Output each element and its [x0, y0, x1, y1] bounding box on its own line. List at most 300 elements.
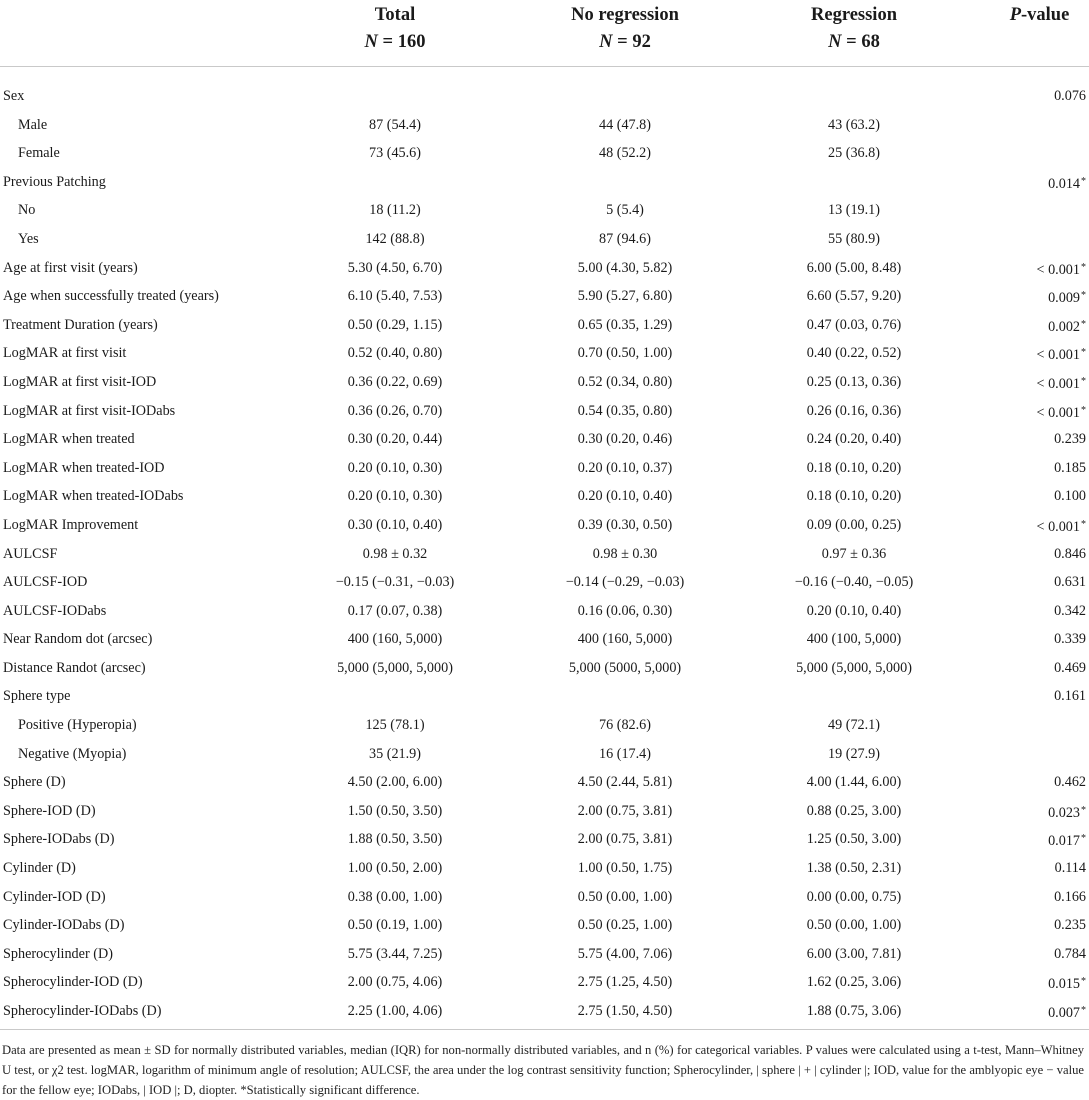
cell-no-regression — [495, 454, 755, 483]
row-label — [3, 825, 115, 854]
table-row — [0, 911, 1089, 940]
row-label-text: Spherocylinder-IOD (D) — [3, 974, 143, 991]
cell-no-regression — [495, 797, 755, 826]
row-label — [18, 111, 47, 140]
cell-total — [265, 540, 525, 569]
row-label — [3, 797, 96, 826]
cell-total — [265, 911, 525, 940]
cell-no-regression-text: 2.00 (0.75, 3.81) — [577, 802, 673, 819]
cell-regression-text: 0.09 (0.00, 0.25) — [806, 516, 902, 533]
cell-p-value — [1054, 883, 1086, 912]
cell-total — [265, 768, 525, 797]
row-label-text: LogMAR at first visit — [3, 345, 127, 362]
cell-regression — [724, 339, 984, 368]
cell-regression — [724, 797, 984, 826]
cell-p-value — [1054, 568, 1086, 597]
cell-p-value — [1054, 654, 1086, 683]
table-row — [0, 368, 1089, 397]
cell-p-value-text: 0.339 — [1054, 631, 1086, 648]
cell-total — [265, 625, 525, 654]
cell-regression — [724, 540, 984, 569]
cell-no-regression-text: −0.14 (−0.29, −0.03) — [565, 574, 685, 591]
cell-no-regression-text: 0.20 (0.10, 0.37) — [577, 459, 673, 476]
cell-no-regression — [495, 425, 755, 454]
cell-total — [265, 711, 525, 740]
cell-total-text: −0.15 (−0.31, −0.03) — [335, 574, 455, 591]
cell-p-value — [1054, 425, 1086, 454]
significance-marker: * — [1081, 518, 1086, 530]
table-row — [0, 311, 1089, 340]
table-row — [0, 597, 1089, 626]
cell-p-value — [1054, 82, 1086, 111]
row-label-text: LogMAR when treated-IODabs — [3, 488, 184, 505]
cell-p-value-text: 0.185 — [1054, 459, 1086, 476]
cell-no-regression — [495, 254, 755, 283]
cell-p-value — [1048, 311, 1086, 342]
cell-no-regression — [495, 711, 755, 740]
row-label — [3, 682, 70, 711]
header-regression-n-symbol: N — [828, 32, 842, 52]
row-label — [3, 482, 183, 511]
cell-total-text: 87 (54.4) — [368, 116, 421, 133]
cell-total-text: 0.50 (0.19, 1.00) — [347, 917, 443, 934]
table-row — [0, 482, 1089, 511]
header-regression-n-value: = 68 — [841, 32, 880, 52]
row-label — [18, 225, 39, 254]
row-label-text: LogMAR at first visit-IODabs — [3, 402, 176, 419]
cell-no-regression — [495, 196, 755, 225]
cell-regression — [724, 568, 984, 597]
row-label — [3, 397, 175, 426]
row-label — [3, 425, 135, 454]
significance-marker: * — [1081, 290, 1086, 302]
table-row — [0, 968, 1089, 997]
cell-no-regression-text: 1.00 (0.50, 1.75) — [577, 860, 673, 877]
cell-no-regression — [495, 111, 755, 140]
cell-total-text: 35 (21.9) — [368, 745, 421, 762]
row-label-text: Cylinder (D) — [3, 860, 76, 877]
cell-no-regression — [495, 397, 755, 426]
row-label-text: Spherocylinder-IODabs (D) — [3, 1003, 162, 1019]
cell-p-value-text: 0.100 — [1054, 488, 1086, 505]
cell-total — [265, 511, 525, 540]
table-row — [0, 940, 1089, 969]
cell-regression — [724, 368, 984, 397]
significance-marker: * — [1081, 404, 1086, 416]
cell-p-value — [1037, 511, 1086, 542]
header-p-symbol: P — [1009, 5, 1021, 25]
cell-p-value-text: 0.076 — [1054, 88, 1086, 104]
cell-p-value — [1037, 254, 1086, 285]
cell-no-regression — [495, 654, 755, 683]
cell-total-text: 5.30 (4.50, 6.70) — [347, 259, 443, 276]
row-label — [3, 540, 57, 569]
row-label — [3, 940, 113, 969]
row-label-text: LogMAR at first visit-IOD — [3, 373, 157, 390]
cell-regression — [724, 768, 984, 797]
cell-regression — [724, 625, 984, 654]
cell-regression-text: 400 (100, 5,000) — [806, 631, 902, 648]
row-label — [3, 311, 158, 340]
cell-total-text: 0.98 ± 0.32 — [362, 545, 428, 562]
cell-regression — [724, 883, 984, 912]
cell-no-regression-text: 5 (5.4) — [606, 202, 644, 219]
table-row — [0, 797, 1089, 826]
header-no-regression — [529, 2, 721, 56]
row-label-text: LogMAR when treated-IOD — [3, 459, 165, 476]
cell-p-value — [1048, 168, 1086, 199]
cell-p-value-text: 0.007 — [1048, 1005, 1080, 1021]
row-label — [3, 568, 87, 597]
cell-no-regression — [495, 311, 755, 340]
cell-total-text: 0.50 (0.29, 1.15) — [347, 316, 443, 333]
row-label — [18, 711, 137, 740]
cell-regression-text: 0.24 (0.20, 0.40) — [806, 431, 902, 448]
row-label — [3, 911, 124, 940]
cell-total-text: 1.00 (0.50, 2.00) — [347, 860, 443, 877]
header-total-n-symbol: N — [364, 32, 378, 52]
row-label — [3, 768, 66, 797]
cell-total — [265, 311, 525, 340]
footnote-divider — [0, 1029, 1089, 1030]
cell-no-regression — [495, 482, 755, 511]
cell-total — [265, 740, 525, 769]
cell-no-regression-text: 2.75 (1.25, 4.50) — [577, 974, 673, 991]
header-total-n — [299, 29, 491, 56]
cell-no-regression-text: 5.75 (4.00, 7.06) — [577, 945, 673, 962]
cell-total — [265, 968, 525, 997]
row-label — [3, 654, 146, 683]
cell-total-text: 0.17 (0.07, 0.38) — [347, 602, 443, 619]
cell-total — [265, 654, 525, 683]
cell-p-value — [1054, 540, 1086, 569]
cell-no-regression — [495, 568, 755, 597]
cell-p-value-text: 0.235 — [1054, 917, 1086, 934]
cell-regression — [724, 511, 984, 540]
row-label — [3, 168, 106, 197]
row-label — [3, 368, 156, 397]
cell-total-text: 2.25 (1.00, 4.06) — [347, 1003, 443, 1019]
cell-no-regression — [495, 740, 755, 769]
cell-no-regression — [495, 339, 755, 368]
table-row — [0, 168, 1089, 197]
cell-p-value — [1054, 454, 1086, 483]
cell-no-regression-text: 0.20 (0.10, 0.40) — [577, 488, 673, 505]
cell-no-regression — [495, 911, 755, 940]
header-p-suffix: -value — [1021, 5, 1070, 25]
cell-regression-text: 55 (80.9) — [827, 230, 880, 247]
header-no-regression-label: No regression — [571, 5, 679, 25]
cell-total — [265, 282, 525, 311]
cell-total-text: 1.50 (0.50, 3.50) — [347, 802, 443, 819]
cell-regression-text: 43 (63.2) — [827, 116, 880, 133]
cell-total-text: 73 (45.6) — [368, 145, 421, 162]
cell-p-value-text: 0.469 — [1054, 659, 1086, 676]
row-label — [3, 597, 106, 626]
table-row — [0, 425, 1089, 454]
cell-p-value — [1048, 282, 1086, 313]
cell-no-regression-text: 0.98 ± 0.30 — [592, 545, 658, 562]
table-row — [0, 397, 1089, 426]
cell-regression — [724, 282, 984, 311]
cell-p-value-text: 0.114 — [1054, 860, 1086, 877]
cell-no-regression-text: 5,000 (5000, 5,000) — [568, 659, 682, 676]
cell-total — [265, 825, 525, 854]
row-label — [18, 740, 126, 769]
table-row — [0, 825, 1089, 854]
row-label — [3, 82, 24, 111]
cell-no-regression-text: 2.00 (0.75, 3.81) — [577, 831, 673, 848]
cell-no-regression-text: 400 (160, 5,000) — [577, 631, 673, 648]
header-p-value — [990, 2, 1089, 29]
cell-no-regression — [495, 511, 755, 540]
table-row — [0, 711, 1089, 740]
row-label-text: Distance Randot (arcsec) — [3, 659, 146, 676]
cell-no-regression — [495, 968, 755, 997]
cell-no-regression — [495, 825, 755, 854]
cell-regression — [724, 482, 984, 511]
cell-total-text: 0.20 (0.10, 0.30) — [347, 488, 443, 505]
cell-regression — [724, 397, 984, 426]
cell-p-value-text: 0.239 — [1054, 431, 1086, 448]
cell-regression — [724, 111, 984, 140]
cell-regression-text: 1.88 (0.75, 3.06) — [806, 1003, 902, 1019]
cell-total-text: 1.88 (0.50, 3.50) — [347, 831, 443, 848]
cell-regression-text: 6.00 (3.00, 7.81) — [806, 945, 902, 962]
significance-marker: * — [1081, 318, 1086, 330]
cell-total — [265, 797, 525, 826]
cell-total — [265, 196, 525, 225]
cell-no-regression — [495, 225, 755, 254]
cell-no-regression-text: 0.50 (0.00, 1.00) — [577, 888, 673, 905]
cell-regression-text: 25 (36.8) — [827, 145, 880, 162]
header-total-n-value: = 160 — [377, 32, 426, 52]
cell-p-value — [1048, 797, 1086, 828]
cell-regression-text: 1.38 (0.50, 2.31) — [806, 860, 902, 877]
cell-regression — [724, 911, 984, 940]
cell-total-text: 0.38 (0.00, 1.00) — [347, 888, 443, 905]
cell-total — [265, 111, 525, 140]
cell-regression-text: 5,000 (5,000, 5,000) — [796, 659, 912, 676]
row-label-text: Positive (Hyperopia) — [18, 717, 137, 734]
cell-p-value-text: 0.462 — [1054, 774, 1086, 791]
cell-total-text: 0.30 (0.20, 0.44) — [347, 431, 443, 448]
cell-p-value-text: 0.784 — [1054, 945, 1086, 962]
row-label-text: AULCSF — [3, 545, 58, 562]
header-total-label: Total — [374, 5, 416, 25]
cell-regression-text: 13 (19.1) — [827, 202, 880, 219]
row-label — [3, 454, 165, 483]
cell-no-regression — [495, 139, 755, 168]
cell-p-value-text: 0.015 — [1048, 976, 1080, 993]
cell-p-value-text: 0.161 — [1054, 688, 1086, 705]
table-row — [0, 854, 1089, 883]
cell-regression-text: 6.60 (5.57, 9.20) — [806, 288, 902, 305]
cell-p-value-text: 0.017 — [1048, 833, 1080, 850]
cell-regression-text: 0.18 (0.10, 0.20) — [806, 459, 902, 476]
cell-total-text: 0.52 (0.40, 0.80) — [347, 345, 443, 362]
row-label-text: Yes — [18, 230, 39, 247]
cell-no-regression-text: 0.16 (0.06, 0.30) — [577, 602, 673, 619]
cell-no-regression-text: 48 (52.2) — [598, 145, 651, 162]
cell-total — [265, 997, 525, 1026]
cell-no-regression — [495, 540, 755, 569]
cell-p-value — [1054, 682, 1086, 711]
cell-no-regression-text: 4.50 (2.44, 5.81) — [577, 774, 673, 791]
cell-no-regression-text: 0.70 (0.50, 1.00) — [577, 345, 673, 362]
cell-regression — [724, 139, 984, 168]
cell-total-text: 5.75 (3.44, 7.25) — [347, 945, 443, 962]
cell-total — [265, 254, 525, 283]
cell-regression — [724, 711, 984, 740]
significance-marker: * — [1081, 175, 1086, 187]
cell-regression-text: 0.88 (0.25, 3.00) — [806, 802, 902, 819]
table-row — [0, 454, 1089, 483]
cell-no-regression-text: 5.90 (5.27, 6.80) — [577, 288, 673, 305]
cell-p-value-text: < 0.001 — [1036, 375, 1080, 392]
cell-regression — [724, 968, 984, 997]
cell-no-regression-text: 2.75 (1.50, 4.50) — [577, 1003, 673, 1019]
row-label-text: Age when successfully treated (years) — [3, 288, 219, 305]
cell-no-regression — [495, 597, 755, 626]
table-row — [0, 254, 1089, 283]
cell-p-value-text: 0.009 — [1048, 290, 1080, 307]
cell-total-text: 5,000 (5,000, 5,000) — [337, 659, 453, 676]
cell-total-text: 0.20 (0.10, 0.30) — [347, 459, 443, 476]
cell-p-value-text: 0.342 — [1054, 602, 1086, 619]
cell-regression — [724, 311, 984, 340]
cell-p-value — [1054, 940, 1086, 969]
cell-p-value — [1048, 825, 1086, 856]
cell-no-regression-text: 0.52 (0.34, 0.80) — [577, 373, 673, 390]
cell-regression — [724, 940, 984, 969]
cell-total-text: 4.50 (2.00, 6.00) — [347, 774, 443, 791]
cell-regression-text: 0.47 (0.03, 0.76) — [806, 316, 902, 333]
cell-regression — [724, 997, 984, 1026]
table-header — [0, 0, 1089, 67]
row-label-text: Female — [18, 145, 60, 162]
cell-total-text: 2.00 (0.75, 4.06) — [347, 974, 443, 991]
cell-no-regression — [495, 854, 755, 883]
row-label — [3, 997, 162, 1026]
table-row — [0, 768, 1089, 797]
row-label — [3, 968, 143, 997]
cell-no-regression-text: 5.00 (4.30, 5.82) — [577, 259, 673, 276]
cell-total — [265, 225, 525, 254]
table-row — [0, 511, 1089, 540]
table-row — [0, 196, 1089, 225]
row-label-text: Spherocylinder (D) — [3, 945, 113, 962]
table-row — [0, 111, 1089, 140]
significance-marker: * — [1081, 804, 1086, 816]
row-label — [3, 339, 126, 368]
row-label-text: Sex — [3, 88, 25, 104]
table-row — [0, 339, 1089, 368]
cell-regression-text: 1.62 (0.25, 3.06) — [806, 974, 902, 991]
cell-p-value — [1054, 482, 1086, 511]
cell-p-value-text: < 0.001 — [1036, 261, 1080, 278]
cell-total-text: 6.10 (5.40, 7.53) — [347, 288, 443, 305]
row-label — [3, 883, 106, 912]
cell-total-text: 125 (78.1) — [365, 717, 425, 734]
cell-regression — [724, 454, 984, 483]
cell-p-value-text: < 0.001 — [1036, 404, 1080, 421]
cell-p-value — [1037, 339, 1086, 370]
cell-regression — [724, 425, 984, 454]
cell-total — [265, 854, 525, 883]
cell-no-regression — [495, 625, 755, 654]
row-label-text: No — [18, 202, 36, 219]
table-row — [0, 540, 1089, 569]
cell-total-text: 142 (88.8) — [365, 230, 425, 247]
header-no-regression-n-symbol: N — [599, 32, 613, 52]
cell-p-value — [1054, 911, 1086, 940]
row-label — [18, 196, 35, 225]
cell-p-value-text: 0.014 — [1048, 175, 1080, 192]
row-label — [18, 139, 60, 168]
cell-regression-text: 4.00 (1.44, 6.00) — [806, 774, 902, 791]
table-row — [0, 225, 1089, 254]
cell-no-regression — [495, 883, 755, 912]
cell-regression-text: 0.50 (0.00, 1.00) — [806, 917, 902, 934]
header-total — [299, 2, 491, 56]
cell-no-regression-text: 87 (94.6) — [598, 230, 651, 247]
significance-marker: * — [1081, 375, 1086, 387]
cell-regression-text: 0.20 (0.10, 0.40) — [806, 602, 902, 619]
cell-total-text: 0.36 (0.22, 0.69) — [347, 373, 443, 390]
cell-no-regression — [495, 997, 755, 1026]
cell-no-regression-text: 44 (47.8) — [598, 116, 651, 133]
table-row — [0, 282, 1089, 311]
cell-p-value — [1037, 368, 1086, 399]
cell-p-value-text: 0.023 — [1048, 804, 1080, 821]
cell-no-regression-text: 0.54 (0.35, 0.80) — [577, 402, 673, 419]
row-label — [3, 625, 152, 654]
table-footnote: Data are presented as mean ± SD for normally distributed variables, median (IQR) for non-normally distributed variables, and n (%) for categorical variables. P values were calculated using a t-test, Mann–Whitney U test, or χ2 test. logMAR, logarithm of minimum angle of resolution; AULCSF, the area under the log contrast sensitivity function; Spherocylinder, | sphere | + | cylinder |; IOD, value for the amblyopic eye − value for the fellow eye; IODabs, | IOD |; D, diopter. *Statistically significant difference. — [2, 1043, 1084, 1097]
cell-regression-text: 0.40 (0.22, 0.52) — [806, 345, 902, 362]
row-label-text: Previous Patching — [3, 173, 106, 190]
header-no-regression-n-value: = 92 — [612, 32, 651, 52]
cell-total — [265, 940, 525, 969]
cell-p-value-text: 0.002 — [1048, 318, 1080, 335]
cell-no-regression-text: 0.39 (0.30, 0.50) — [577, 516, 673, 533]
significance-marker: * — [1081, 833, 1086, 845]
cell-regression-text: 0.97 ± 0.36 — [821, 545, 887, 562]
cell-p-value — [1054, 768, 1086, 797]
cell-p-value — [1054, 597, 1086, 626]
table-row — [0, 568, 1089, 597]
cell-total-text: 0.30 (0.10, 0.40) — [347, 516, 443, 533]
cell-total — [265, 397, 525, 426]
row-label-text: Cylinder-IODabs (D) — [3, 917, 125, 934]
cell-total — [265, 482, 525, 511]
cell-p-value — [1055, 854, 1086, 883]
cell-no-regression-text: 76 (82.6) — [598, 717, 651, 734]
cell-regression-text: 0.25 (0.13, 0.36) — [806, 373, 902, 390]
cell-p-value — [1054, 625, 1086, 654]
significance-marker: * — [1081, 261, 1086, 273]
row-label-text: Male — [18, 116, 48, 133]
cell-regression-text: 19 (27.9) — [827, 745, 880, 762]
header-regression-n — [758, 29, 950, 56]
cell-regression — [724, 740, 984, 769]
cell-total — [265, 368, 525, 397]
row-label-text: AULCSF-IODabs — [3, 602, 107, 619]
significance-marker: * — [1081, 976, 1086, 988]
header-no-regression-n — [529, 29, 721, 56]
row-label — [3, 854, 76, 883]
table-row — [0, 625, 1089, 654]
